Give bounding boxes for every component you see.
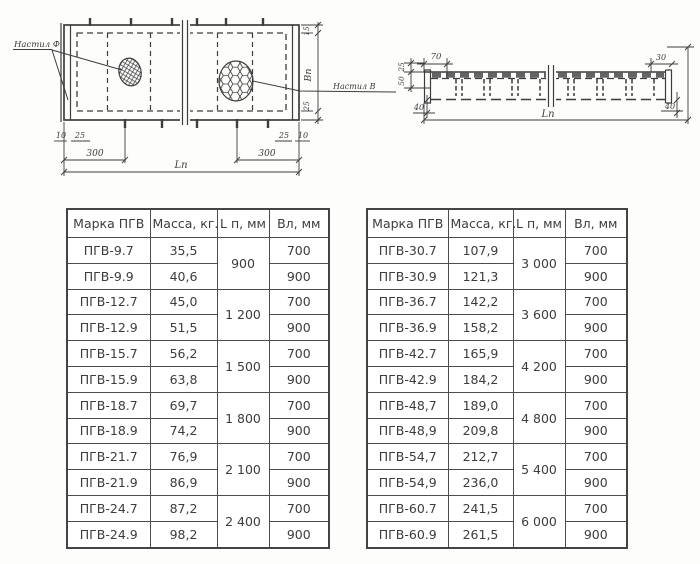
- cell-mass: 121,3: [448, 263, 513, 289]
- cell-mark: ПГВ-24.7: [67, 495, 150, 521]
- cell-bl: 700: [269, 238, 329, 264]
- table-row: [67, 289, 329, 315]
- table-row: [67, 238, 329, 264]
- cell-mass: 209,8: [448, 418, 513, 444]
- table-row: [67, 444, 329, 470]
- cell-bl: 700: [565, 341, 627, 367]
- table-row: [367, 341, 627, 367]
- table-row: [67, 366, 329, 392]
- cell-mass: 158,2: [448, 315, 513, 341]
- dim-label-10-right: 10: [297, 131, 309, 140]
- cell-mass: 51,5: [150, 315, 217, 341]
- cell-bl: 900: [269, 470, 329, 496]
- cell-bl: 700: [565, 444, 627, 470]
- table-row: [367, 495, 627, 521]
- cell-bl: 900: [565, 366, 627, 392]
- cell-bl: 900: [565, 418, 627, 444]
- cell-mark: ПГВ-60.7: [367, 495, 448, 521]
- cell-lp: 1 500: [217, 341, 269, 393]
- cell-mass: 35,5: [150, 238, 217, 264]
- table-row: [367, 392, 627, 418]
- dim-label-300-right: 300: [258, 149, 276, 159]
- cell-mass: 98,2: [150, 521, 217, 547]
- dim-label-300-left: 300: [86, 149, 104, 159]
- cell-lp: 4 200: [513, 341, 565, 393]
- cell-lp: 1 200: [217, 289, 269, 341]
- table-row: [67, 470, 329, 496]
- cell-mark: ПГВ-42.9: [367, 366, 448, 392]
- cell-mark: ПГВ-30.7: [367, 238, 448, 264]
- cell-bl: 900: [269, 263, 329, 289]
- deck-f-label: Настил Ф: [14, 40, 60, 50]
- column-header-mass: Масса, кг.: [150, 209, 217, 238]
- cell-mark: ПГВ-15.7: [67, 341, 150, 367]
- table-row: [367, 470, 627, 496]
- cell-mass: 76,9: [150, 444, 217, 470]
- cell-lp: 4 800: [513, 392, 565, 444]
- table-row: [67, 263, 329, 289]
- cell-lp: 3 600: [513, 289, 565, 341]
- cell-mass: 107,9: [448, 238, 513, 264]
- table-row: [367, 263, 627, 289]
- cell-mark: ПГВ-9.9: [67, 263, 150, 289]
- cell-mark: ПГВ-9.7: [67, 238, 150, 264]
- pgv-table-right: [366, 208, 628, 549]
- column-header-lp: L п, мм: [513, 209, 565, 238]
- table-row: [67, 495, 329, 521]
- cell-mark: ПГВ-60.9: [367, 521, 448, 547]
- cell-bl: 900: [269, 315, 329, 341]
- cell-lp: 900: [217, 238, 269, 290]
- deck-v-label: Настил В: [333, 82, 376, 91]
- cell-lp: 3 000: [513, 238, 565, 290]
- dim-label-lp-section: Lп: [541, 109, 555, 120]
- column-header-mark: Марка ПГВ: [367, 209, 448, 238]
- cell-mark: ПГВ-12.9: [67, 315, 150, 341]
- cell-mark: ПГВ-21.9: [67, 470, 150, 496]
- cell-mass: 261,5: [448, 521, 513, 547]
- cell-lp: 2 100: [217, 444, 269, 496]
- cell-mass: 236,0: [448, 470, 513, 496]
- dim-label-25-left: 25: [74, 131, 86, 140]
- cell-mark: ПГВ-36.9: [367, 315, 448, 341]
- cell-mass: 212,7: [448, 444, 513, 470]
- table-row: [67, 392, 329, 418]
- cell-mass: 241,5: [448, 495, 513, 521]
- cell-mass: 184,2: [448, 366, 513, 392]
- pgv-table-left: [66, 208, 330, 549]
- cell-lp: 6 000: [513, 495, 565, 547]
- deck-opening-honeycomb: [219, 61, 253, 101]
- cell-mark: ПГВ-36.7: [367, 289, 448, 315]
- column-header-bl: Вл, мм: [565, 209, 627, 238]
- cell-mark: ПГВ-18.9: [67, 418, 150, 444]
- cell-mark: ПГВ-24.9: [67, 521, 150, 547]
- cell-bl: 700: [269, 341, 329, 367]
- cell-mark: ПГВ-48,7: [367, 392, 448, 418]
- cell-bl: 700: [565, 238, 627, 264]
- cell-mark: ПГВ-30.9: [367, 263, 448, 289]
- table-row: [367, 444, 627, 470]
- cell-mark: ПГВ-18.7: [67, 392, 150, 418]
- cell-mark: ПГВ-48,9: [367, 418, 448, 444]
- cell-bl: 700: [565, 289, 627, 315]
- cell-mass: 74,2: [150, 418, 217, 444]
- table-row: [367, 315, 627, 341]
- cell-mark: ПГВ-15.9: [67, 366, 150, 392]
- cell-mass: 63,8: [150, 366, 217, 392]
- cell-bl: 900: [269, 366, 329, 392]
- dim-label-50-sec: 50: [397, 76, 406, 86]
- cell-mass: 56,2: [150, 341, 217, 367]
- table-header-row: [367, 209, 627, 238]
- cell-mass: 165,9: [448, 341, 513, 367]
- dim-label-30: 30: [655, 53, 667, 62]
- dim-label-40-left: 40: [413, 103, 425, 112]
- cell-bl: 900: [565, 263, 627, 289]
- plan-view-drawing: [13, 18, 396, 176]
- cell-mass: 142,2: [448, 289, 513, 315]
- cell-mass: 45,0: [150, 289, 217, 315]
- cell-mark: ПГВ-42.7: [367, 341, 448, 367]
- cell-bl: 700: [565, 392, 627, 418]
- table-row: [67, 521, 329, 547]
- table-row: [67, 418, 329, 444]
- cell-mass: 87,2: [150, 495, 217, 521]
- table-row: [367, 289, 627, 315]
- dim-label-25-right: 25: [278, 131, 290, 140]
- dim-label-10-left: 10: [55, 131, 67, 140]
- table-row: [367, 366, 627, 392]
- cell-mark: ПГВ-12.7: [67, 289, 150, 315]
- dim-label-25-sec: 25: [397, 62, 406, 72]
- cell-mark: ПГВ-54,9: [367, 470, 448, 496]
- section-view-drawing: [397, 44, 694, 124]
- dim-label-lp-plan: Lп: [174, 160, 188, 171]
- table-row: [67, 341, 329, 367]
- dim-label-bp: Вп: [303, 68, 314, 82]
- cell-mass: 86,9: [150, 470, 217, 496]
- dim-label-15: 15: [302, 26, 311, 36]
- cell-mass: 189,0: [448, 392, 513, 418]
- deck-opening-crosshatch: [116, 56, 144, 88]
- cell-mark: ПГВ-54,7: [367, 444, 448, 470]
- cell-bl: 900: [269, 521, 329, 547]
- dim-label-70: 70: [430, 52, 442, 62]
- cell-mass: 69,7: [150, 392, 217, 418]
- panel-drawings: [0, 0, 700, 205]
- cell-bl: 700: [269, 289, 329, 315]
- cell-bl: 900: [565, 315, 627, 341]
- table-row: [367, 521, 627, 547]
- cell-lp: 1 800: [217, 392, 269, 444]
- cell-bl: 700: [565, 495, 627, 521]
- leader-line-f: [52, 50, 122, 100]
- cell-bl: 900: [269, 418, 329, 444]
- table-row: [67, 315, 329, 341]
- table-header-row: [67, 209, 329, 238]
- column-header-bl: Вл, мм: [269, 209, 329, 238]
- cell-bl: 700: [269, 495, 329, 521]
- cell-lp: 2 400: [217, 495, 269, 547]
- cell-bl: 700: [269, 392, 329, 418]
- table-row: [367, 238, 627, 264]
- column-header-mark: Марка ПГВ: [67, 209, 150, 238]
- cell-mark: ПГВ-21.7: [67, 444, 150, 470]
- cell-bl: 900: [565, 521, 627, 547]
- dim-label-25-edge: 25: [302, 101, 311, 111]
- cell-bl: 700: [269, 444, 329, 470]
- column-header-mass: Масса, кг.: [448, 209, 513, 238]
- cell-mass: 40,6: [150, 263, 217, 289]
- dim-label-40-right: 40: [664, 102, 676, 111]
- cell-bl: 900: [565, 470, 627, 496]
- column-header-lp: L п, мм: [217, 209, 269, 238]
- table-row: [367, 418, 627, 444]
- cell-lp: 5 400: [513, 444, 565, 496]
